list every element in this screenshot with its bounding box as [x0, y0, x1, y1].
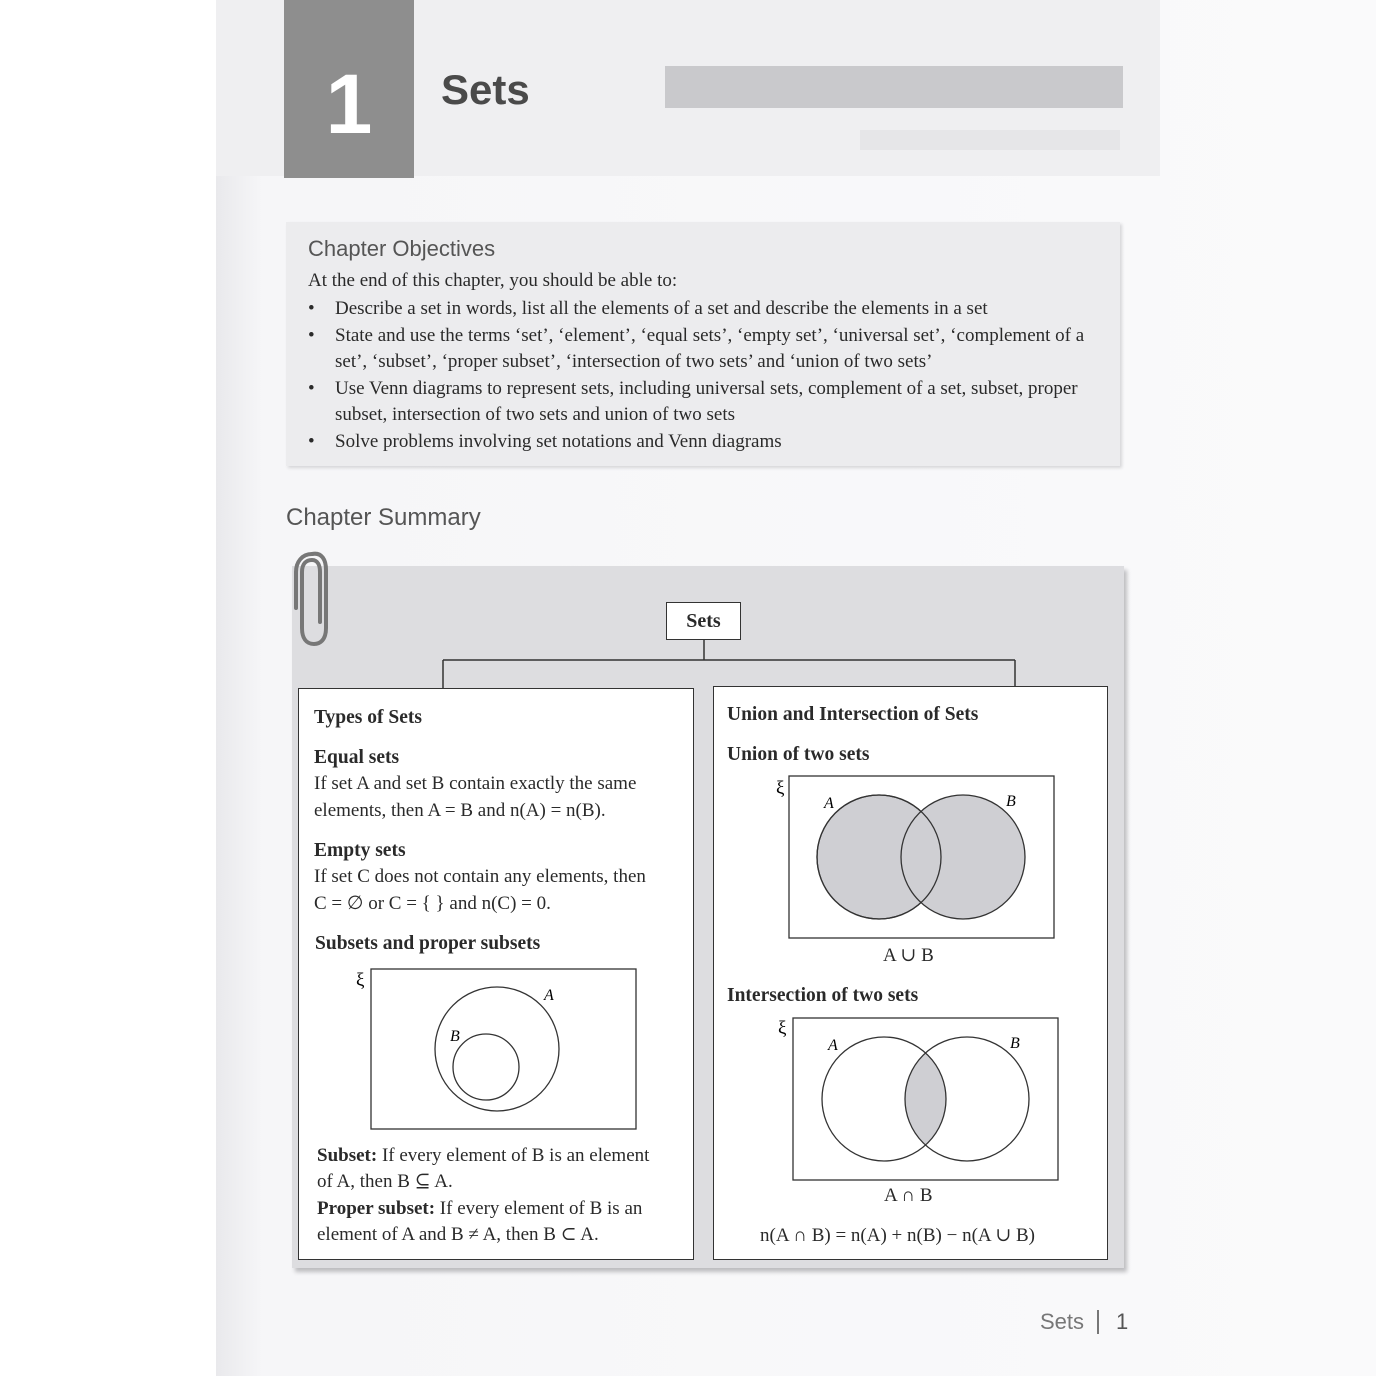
subset-line-1: If every element of B is an element: [381, 1145, 650, 1166]
empty-sets-line-1: If set C does not contain any elements, then: [314, 866, 646, 887]
intersection-caption: A ∩ B: [884, 1185, 933, 1206]
chapter-title: Sets: [441, 66, 530, 113]
empty-sets-line-2: C = ∅ or C = { } and n(C) = 0.: [314, 893, 551, 914]
subset-definition: [317, 1143, 649, 1170]
equal-sets-line-1: If set A and set B contain exactly the same: [314, 773, 637, 794]
set-a-label: A: [544, 987, 554, 1004]
union-heading: Union of two sets: [727, 744, 870, 765]
subsets-heading: Subsets and proper subsets: [315, 933, 541, 954]
universal-set-symbol: ξ: [778, 1018, 787, 1039]
union-venn-diagram: [770, 770, 1060, 945]
set-b-label: B: [1006, 793, 1016, 810]
scan-margin: [0, 0, 216, 1376]
sets-root-node: Sets: [666, 602, 741, 640]
intersection-heading: Intersection of two sets: [727, 985, 919, 1006]
objectives-list: [308, 296, 1098, 455]
subset-term: Subset:: [317, 1145, 378, 1166]
objective-item: • Use Venn diagrams to represent sets, including universal sets, complement of a set, subset, proper subset, intersection of two sets and union of two sets: [308, 376, 1098, 429]
proper-subset-line-2: element of A and B ≠ A, then B ⊂ A.: [317, 1224, 599, 1245]
running-footer-title: Sets: [1040, 1309, 1085, 1334]
show-through-line: [860, 130, 1120, 150]
universal-set-symbol: ξ: [776, 778, 785, 799]
objective-item: • Describe a set in words, list all the elements of a set and describe the elements in a set: [308, 296, 1098, 323]
subset-line-2: of A, then B ⊆ A.: [317, 1171, 453, 1192]
show-through-bar: [665, 66, 1123, 108]
footer-divider: [1097, 1310, 1099, 1334]
union-caption: A ∪ B: [883, 945, 934, 966]
chapter-number: 1: [284, 0, 414, 178]
objective-item: • Solve problems involving set notations and Venn diagrams: [308, 429, 1098, 456]
equal-sets-heading: Equal sets: [314, 747, 400, 768]
union-intersection-title: Union and Intersection of Sets: [727, 704, 979, 725]
intersection-venn-diagram: [774, 1012, 1064, 1187]
objectives-intro: At the end of this chapter, you should be able to:: [308, 270, 678, 291]
set-b-label: B: [450, 1028, 460, 1045]
proper-subset-line-1: If every element of B is an: [439, 1198, 643, 1219]
objective-item: • State and use the terms ‘set’, ‘element’, ‘equal sets’, ‘empty set’, ‘universal set’, ‘complement of a set’, ‘subset’, ‘proper subset’, ‘intersection of two sets’ and ‘union of two sets’: [308, 323, 1098, 376]
set-a-label: A: [828, 1037, 838, 1054]
chapter-objectives-box: [286, 222, 1120, 466]
objectives-heading: Chapter Objectives: [308, 236, 496, 261]
universal-set-symbol: ξ: [356, 970, 365, 991]
equal-sets-line-2: elements, then A = B and n(A) = n(B).: [314, 800, 606, 821]
paperclip-icon: [286, 548, 336, 648]
empty-sets-heading: Empty sets: [314, 840, 406, 861]
types-of-sets-title: Types of Sets: [314, 707, 422, 728]
set-a-label: A: [824, 795, 834, 812]
set-b-label: B: [1010, 1035, 1020, 1052]
tree-connector: [440, 640, 1020, 690]
summary-heading: Chapter Summary: [286, 504, 481, 531]
subset-venn-diagram: [350, 962, 650, 1137]
proper-subset-definition: [317, 1196, 642, 1223]
proper-subset-term: Proper subset:: [317, 1198, 436, 1219]
inclusion-exclusion-formula: n(A ∩ B) = n(A) + n(B) − n(A ∪ B): [760, 1225, 1035, 1246]
page-number: 1: [1116, 1309, 1129, 1334]
